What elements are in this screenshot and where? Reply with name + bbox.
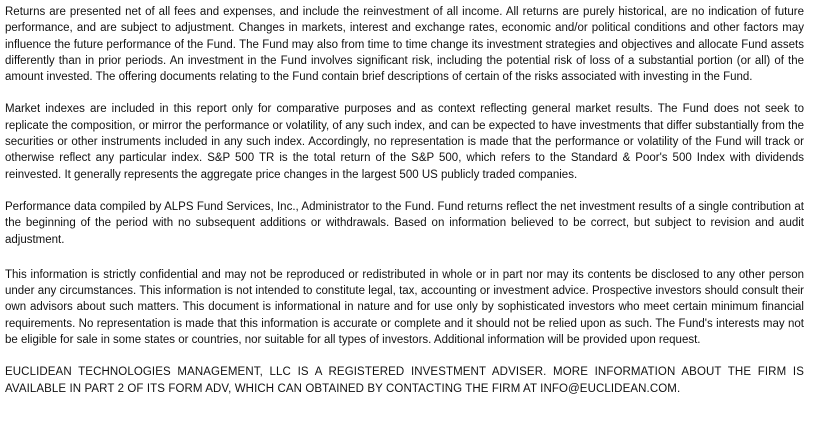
confidentiality-paragraph: This information is strictly confidential and may not be reproduced or redistributed in whole or in part nor may its contents be disclosed to any other person under any circumstances. This information is not intended to constitute legal, tax, accounting or investment advice. Prospective investors should consult their own advisors about such matters. This document is informational in nature and for use only by sophisticated investors who meet certain minimum financial requirements. No representation is made that this information is accurate or complete and it should not be relied upon as such. The Fund's interests may not be eligible for sale in some states or countries, nor suitable for all types of investors. Additional information will be provided upon request. [5,268,804,347]
performance-data-paragraph: Performance data compiled by ALPS Fund Services, Inc., Administrator to the Fund. Fund returns reflect the net investment results of a single contribution at the beginning of the period with no subsequent additions or withdrawals. Based on information believed to be correct, but subject to revision and audit adjustment. [5,200,804,246]
market-indexes-paragraph: Market indexes are included in this report only for comparative purposes and as context reflecting general market results. The Fund does not seek to replicate the composition, or mirror the performance or volatility, of any such index, and can be expected to have investments that differ substantially from the securities or other instruments included in any such index. Accordingly, no representation is made that the performance or volatility of the Fund will track or otherwise reflect any particular index. S&P 500 TR is the total return of the S&P 500, which refers to the Standard & Poor's 500 Index with dividends reinvested. It generally represents the aggregate price changes in the largest 500 US publicly traded companies. [5,103,804,181]
returns-disclaimer-paragraph: Returns are presented net of all fees and expenses, and include the reinvestment of all income. All returns are purely historical, are no indication of future performance, and are subject to adjustment. Changes in markets, interest and exchange rates, economic and/or political conditions and other factors may influence the future performance of the Fund. The Fund may also from time to time change its investment strategies and objectives and allocate Fund assets differently than in prior periods. An investment in the Fund involves significant risk, including the potential risk of loss of a substantial portion (or all) of the amount invested. The offering documents relating to the Fund contain brief descriptions of certain of the risks associated with investing in the Fund. [5,6,804,84]
adviser-registration-paragraph: EUCLIDEAN TECHNOLOGIES MANAGEMENT, LLC IS A REGISTERED INVESTMENT ADVISER. MORE INFORMATION ABOUT THE FIRM IS AVAILABLE IN PART 2 OF ITS FORM ADV, WHICH CAN OBTAINED BY CONTACTING THE FIRM AT INFO@EUCLIDEAN.COM. [5,366,804,395]
